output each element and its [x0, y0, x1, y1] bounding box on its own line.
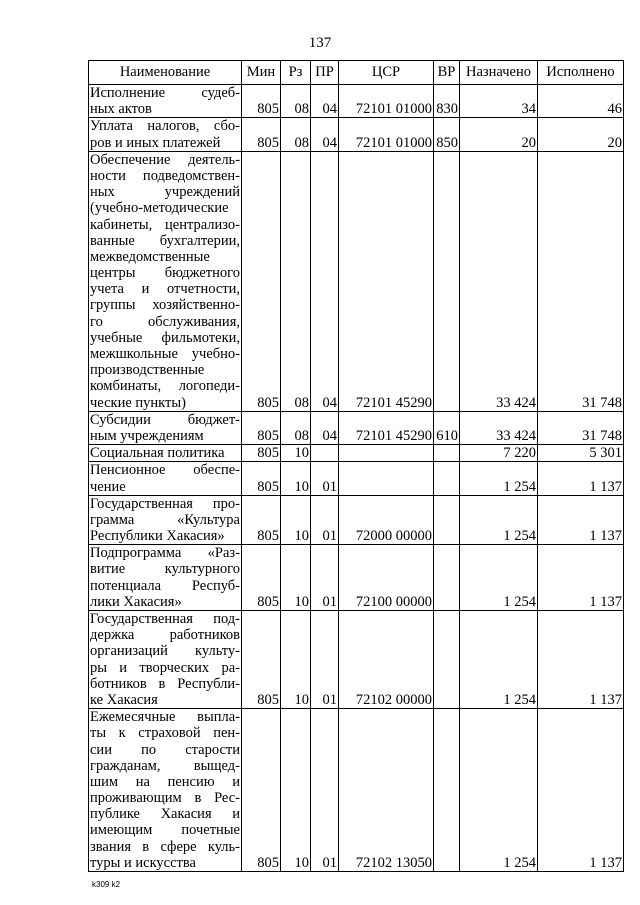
row-csr: 72101 01000 — [339, 85, 434, 118]
row-name-line: ванные бухгалтерии, — [90, 232, 240, 249]
row-assigned: 1 254 — [460, 611, 538, 709]
row-name-line: межведомственные — [90, 248, 210, 265]
row-name-line: витие культурного — [90, 561, 240, 578]
row-name-line: центры бюджетного — [90, 265, 240, 282]
row-vr — [434, 151, 460, 411]
row-name-line: ности подведомствен- — [90, 167, 240, 184]
row-name-line: Субсидии бюджет- — [90, 411, 240, 428]
row-name — [89, 85, 242, 118]
row-name-line: потенциала Респуб- — [90, 577, 240, 594]
row-name-line: группы хозяйственно- — [90, 297, 240, 314]
row-name-line: Социальная политика — [90, 445, 225, 462]
row-name-line: учебные фильмотеки, — [90, 329, 240, 346]
row-name-line: имеющим почетные — [90, 822, 240, 839]
row-assigned: 1 254 — [460, 462, 538, 495]
row-assigned: 34 — [460, 85, 538, 118]
row-name-line: кабинеты, централизо- — [90, 216, 240, 233]
table-row — [89, 545, 624, 611]
row-pr: 01 — [311, 495, 339, 545]
header-assigned: Назначено — [460, 61, 538, 85]
row-rz: 08 — [281, 151, 311, 411]
row-vr — [434, 611, 460, 709]
row-executed: 31 748 — [538, 151, 624, 411]
row-name-line: гражданам, выщед- — [90, 757, 240, 774]
row-pr: 01 — [311, 545, 339, 611]
row-name-line: Государственная под- — [90, 611, 240, 628]
row-name-line: Пенсионное обеспе- — [90, 462, 240, 479]
row-csr: 72101 45290 — [339, 411, 434, 444]
row-name-line: Ежемесячные выпла- — [90, 709, 240, 726]
row-name — [89, 151, 242, 411]
row-name — [89, 611, 242, 709]
row-assigned: 20 — [460, 118, 538, 151]
row-pr: 04 — [311, 151, 339, 411]
row-assigned: 7 220 — [460, 445, 538, 462]
row-rz: 10 — [281, 611, 311, 709]
table-row — [89, 611, 624, 709]
header-min: Мин — [242, 61, 281, 85]
row-csr: 72102 13050 — [339, 709, 434, 872]
row-name-line: грамма «Культура — [90, 511, 240, 528]
row-pr: 04 — [311, 411, 339, 444]
row-vr — [434, 545, 460, 611]
row-name-line: Уплата налогов, сбо- — [90, 118, 240, 135]
row-name-line: ным учреждениям — [90, 427, 204, 444]
row-name-line: ных актов — [90, 101, 152, 118]
row-name — [89, 445, 242, 462]
row-name-line: го обслуживания, — [90, 313, 240, 330]
table-row — [89, 151, 624, 411]
row-name-line: учета и отчетности, — [90, 281, 240, 298]
row-csr: 72102 00000 — [339, 611, 434, 709]
row-name — [89, 545, 242, 611]
row-executed: 20 — [538, 118, 624, 151]
row-assigned: 33 424 — [460, 151, 538, 411]
row-vr — [434, 709, 460, 872]
row-vr — [434, 462, 460, 495]
row-executed: 31 748 — [538, 411, 624, 444]
row-min: 805 — [242, 85, 281, 118]
table-row — [89, 411, 624, 444]
row-pr: 04 — [311, 85, 339, 118]
row-min: 805 — [242, 611, 281, 709]
row-executed: 1 137 — [538, 545, 624, 611]
table-body — [89, 85, 624, 872]
row-rz: 10 — [281, 495, 311, 545]
row-name-line: ческие пункты) — [90, 394, 186, 411]
row-executed: 1 137 — [538, 462, 624, 495]
row-csr — [339, 462, 434, 495]
row-executed: 1 137 — [538, 709, 624, 872]
row-name-line: ных учреждений — [90, 184, 240, 201]
row-min: 805 — [242, 709, 281, 872]
row-name-line: Республики Хакасия» — [90, 528, 225, 545]
row-executed: 1 137 — [538, 611, 624, 709]
row-rz: 08 — [281, 85, 311, 118]
row-rz: 08 — [281, 118, 311, 151]
row-assigned: 1 254 — [460, 545, 538, 611]
row-rz: 10 — [281, 709, 311, 872]
row-name-line: Обеспечение деятель- — [90, 151, 240, 168]
header-vr: ВР — [434, 61, 460, 85]
row-assigned: 1 254 — [460, 495, 538, 545]
row-name-line: держка работников — [90, 627, 240, 644]
row-name — [89, 411, 242, 444]
row-name-line: Подпрограмма «Раз- — [90, 545, 240, 562]
row-name-line: проживающим в Рес- — [90, 790, 240, 807]
table-row — [89, 495, 624, 545]
row-name-line: звания в сфере куль- — [90, 838, 240, 855]
row-min: 805 — [242, 462, 281, 495]
row-csr: 72100 00000 — [339, 545, 434, 611]
row-pr: 01 — [311, 709, 339, 872]
row-name-line: организаций культу- — [90, 643, 240, 660]
row-min: 805 — [242, 495, 281, 545]
row-csr: 72101 01000 — [339, 118, 434, 151]
row-pr: 04 — [311, 118, 339, 151]
table-row — [89, 445, 624, 462]
row-name-line: ботников в Республи- — [90, 675, 240, 692]
row-min: 805 — [242, 151, 281, 411]
row-name-line: лики Хакасия» — [90, 593, 182, 610]
page-number: 137 — [308, 35, 332, 51]
row-executed: 1 137 — [538, 495, 624, 545]
row-executed: 46 — [538, 85, 624, 118]
row-assigned: 33 424 — [460, 411, 538, 444]
footer-code: k309 k2 — [92, 880, 121, 889]
row-vr: 830 — [434, 85, 460, 118]
row-name-line: межшкольные учебно- — [90, 346, 240, 362]
row-csr — [339, 445, 434, 462]
header-pr: ПР — [311, 61, 339, 85]
header-name: Наименование — [89, 61, 242, 85]
row-rz: 10 — [281, 545, 311, 611]
table-header-row — [89, 61, 624, 85]
row-name-line: ке Хакасия — [90, 691, 158, 708]
budget-table — [88, 60, 624, 872]
row-name — [89, 495, 242, 545]
row-name-line: шим на пенсию и — [90, 773, 240, 790]
row-assigned: 1 254 — [460, 709, 538, 872]
row-name-line: чение — [90, 478, 126, 495]
row-executed: 5 301 — [538, 445, 624, 462]
row-name — [89, 462, 242, 495]
row-vr — [434, 495, 460, 545]
row-pr: 01 — [311, 611, 339, 709]
row-name-line: Исполнение судеб- — [90, 85, 240, 101]
table-row — [89, 85, 624, 118]
row-rz: 10 — [281, 445, 311, 462]
row-name-line: туры и искусства — [90, 854, 196, 871]
table-row — [89, 462, 624, 495]
row-csr: 72000 00000 — [339, 495, 434, 545]
row-vr: 610 — [434, 411, 460, 444]
row-name-line: производственные — [90, 362, 205, 379]
row-min: 805 — [242, 545, 281, 611]
row-pr — [311, 445, 339, 462]
row-name-line: публике Хакасия и — [90, 806, 240, 823]
row-min: 805 — [242, 445, 281, 462]
row-name-line: сии по старости — [90, 741, 240, 758]
table-row — [89, 709, 624, 872]
row-name-line: комбинаты, логопеди- — [90, 378, 240, 395]
row-min: 805 — [242, 118, 281, 151]
header-rz: Рз — [281, 61, 311, 85]
row-name-line: (учебно-методические — [90, 200, 229, 217]
row-name-line: ры и творческих ра- — [90, 659, 240, 676]
row-vr: 850 — [434, 118, 460, 151]
row-pr: 01 — [311, 462, 339, 495]
row-min: 805 — [242, 411, 281, 444]
header-executed: Исполнено — [538, 61, 624, 85]
row-rz: 10 — [281, 462, 311, 495]
row-name-line: ты к страховой пен- — [90, 725, 240, 742]
row-name — [89, 118, 242, 151]
table-row — [89, 118, 624, 151]
row-name-line: ров и иных платежей — [90, 134, 221, 151]
row-name-line: Государственная про- — [90, 495, 240, 512]
header-csr: ЦСР — [339, 61, 434, 85]
row-rz: 08 — [281, 411, 311, 444]
row-vr — [434, 445, 460, 462]
row-csr: 72101 45290 — [339, 151, 434, 411]
row-name — [89, 709, 242, 872]
